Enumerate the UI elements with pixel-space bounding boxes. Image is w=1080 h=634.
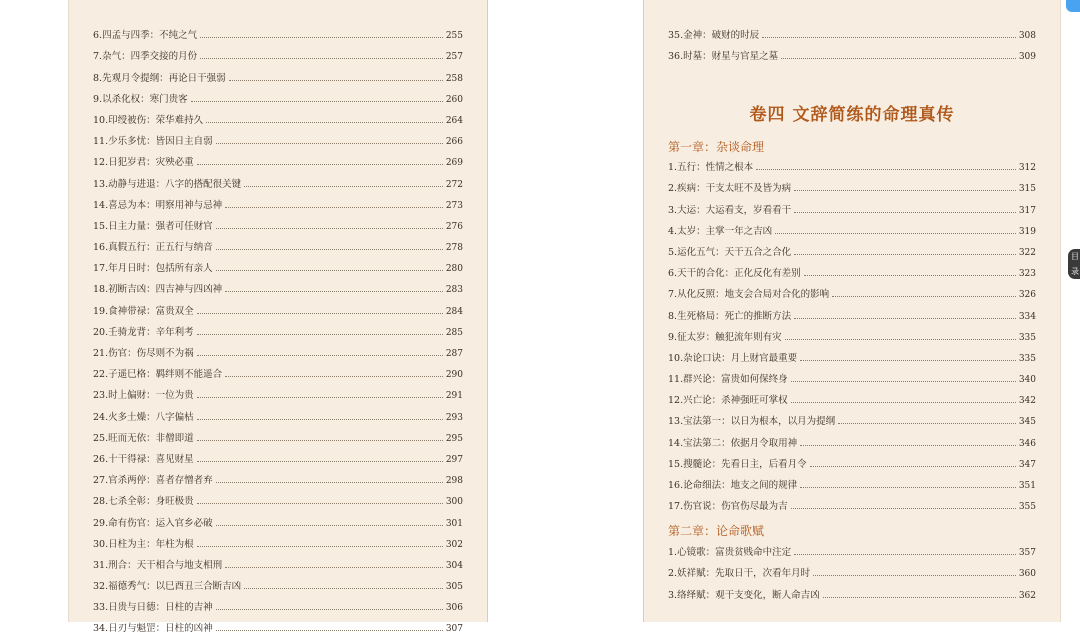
dot-leader bbox=[191, 101, 443, 102]
toc-entry-title: 7.杂气：四季交接的月份 bbox=[93, 51, 198, 63]
toc-entry-title: 9.以杀化权：寒门贵客 bbox=[93, 93, 188, 105]
toc-entry-page: 315 bbox=[1018, 184, 1036, 195]
toc-entry-title: 28.七杀全彰：身旺极贵 bbox=[93, 496, 194, 508]
toc-entry[interactable] bbox=[668, 385, 1036, 406]
toc-entry-title: 26.十干得禄：喜见财星 bbox=[93, 453, 194, 465]
toc-entry-page: 355 bbox=[1018, 502, 1036, 513]
dot-leader bbox=[794, 318, 1016, 319]
toc-entry-title: 13.宝法第一：以日为根本，以月为提纲 bbox=[668, 416, 836, 428]
dot-leader bbox=[804, 275, 1016, 276]
toc-entry-page: 290 bbox=[445, 370, 463, 381]
dot-leader bbox=[762, 37, 1016, 38]
toc-entry-page: 357 bbox=[1018, 548, 1036, 559]
toc-entry-page: 345 bbox=[1018, 417, 1036, 428]
toc-entry-title: 12.兴亡论：杀神强旺可掌权 bbox=[668, 395, 788, 407]
toc-entry-title: 8.先观月令提纲：再论日干强弱 bbox=[93, 72, 226, 84]
dot-leader bbox=[206, 122, 443, 123]
toc-entry-page: 308 bbox=[1018, 31, 1036, 42]
toc-entry[interactable] bbox=[668, 20, 1036, 41]
dot-leader bbox=[197, 546, 443, 547]
toc-entry-title: 4.太岁：主掌一年之吉凶 bbox=[668, 225, 773, 237]
toc-entry-page: 334 bbox=[1018, 311, 1036, 322]
toc-entry[interactable] bbox=[93, 423, 463, 444]
toc-entry-title: 35.金神：破财的时辰 bbox=[668, 30, 760, 42]
toc-entry[interactable] bbox=[93, 380, 463, 401]
toc-entry-page: 297 bbox=[445, 454, 463, 465]
toc-entry-title: 9.征太岁：触犯流年则有灾 bbox=[668, 331, 782, 343]
toc-entry[interactable] bbox=[93, 62, 463, 83]
toc-entry-title: 16.真假五行：正五行与纳音 bbox=[93, 242, 213, 254]
toc-entry-page: 293 bbox=[445, 412, 463, 423]
toc-entry-page: 326 bbox=[1018, 290, 1036, 301]
toc-entry-page: 257 bbox=[445, 52, 463, 63]
toc-entry-title: 10.印绶被伤：荣华难持久 bbox=[93, 114, 204, 126]
toc-entry-page: 323 bbox=[1018, 269, 1036, 280]
toc-entry-title: 3.络绎赋：观干支变化，断人命吉凶 bbox=[668, 589, 820, 601]
right-toc-top-list bbox=[668, 20, 1036, 62]
toc-entry[interactable] bbox=[668, 152, 1036, 173]
dot-leader bbox=[216, 630, 443, 631]
toc-entry-title: 15.日主力量：强者可任财官 bbox=[93, 220, 213, 232]
toc-entry-title: 11.少乐多忧：皆因日主自弱 bbox=[93, 136, 213, 148]
toc-entry[interactable] bbox=[668, 558, 1036, 579]
toc-entry-page: 319 bbox=[1018, 226, 1036, 237]
toc-entry[interactable] bbox=[93, 168, 463, 189]
toc-entry-page: 269 bbox=[445, 158, 463, 169]
toc-entry-page: 255 bbox=[445, 31, 463, 42]
toc-entry-page: 351 bbox=[1018, 481, 1036, 491]
toc-entry-page: 312 bbox=[1018, 163, 1036, 174]
dot-leader bbox=[216, 143, 443, 144]
dot-leader bbox=[197, 397, 443, 398]
toc-entry-title: 1.心镜歌：富贵贫贱命中注定 bbox=[668, 547, 792, 559]
left-toc-list bbox=[93, 20, 463, 634]
toc-entry-page: 287 bbox=[445, 349, 463, 359]
toc-entry[interactable] bbox=[668, 491, 1036, 512]
chapter1-title: 第一章：杂谈命理 bbox=[668, 140, 765, 154]
toc-entry[interactable] bbox=[93, 105, 463, 126]
toc-entry-title: 13.动静与进退：八字的搭配很关键 bbox=[93, 178, 242, 190]
dot-leader bbox=[197, 461, 443, 462]
dot-leader bbox=[800, 445, 1016, 446]
toc-entry[interactable] bbox=[668, 41, 1036, 62]
side-tab[interactable]: 目录 bbox=[1068, 249, 1080, 279]
toc-entry-title: 33.日贵与日德：日柱的吉神 bbox=[93, 602, 213, 614]
dot-leader bbox=[781, 58, 1016, 59]
toc-entry-page: 306 bbox=[445, 603, 463, 614]
toc-entry[interactable] bbox=[93, 274, 463, 295]
dot-leader bbox=[216, 482, 443, 483]
toc-entry-page: 264 bbox=[445, 115, 463, 126]
toc-entry[interactable] bbox=[93, 190, 463, 211]
dot-leader bbox=[197, 503, 443, 504]
toc-entry-title: 25.旺而无依：非僧即道 bbox=[93, 432, 194, 444]
toc-entry-title: 24.火多土燥：八字偏枯 bbox=[93, 411, 194, 423]
dot-leader bbox=[197, 355, 443, 356]
dot-leader bbox=[832, 296, 1016, 297]
toc-entry[interactable] bbox=[668, 322, 1036, 343]
toc-entry[interactable] bbox=[93, 338, 463, 359]
toc-entry[interactable] bbox=[93, 20, 463, 41]
dot-leader bbox=[756, 169, 1016, 170]
toc-entry[interactable] bbox=[93, 613, 463, 634]
toc-entry-title: 29.命有伤官：运入官乡必破 bbox=[93, 517, 213, 529]
dot-leader bbox=[216, 525, 443, 526]
toc-entry-title: 21.伤官：伤尽则不为祸 bbox=[93, 348, 194, 359]
toc-entry[interactable] bbox=[668, 237, 1036, 258]
toc-entry-title: 11.群兴论：富贵如何保终身 bbox=[668, 374, 788, 386]
toc-entry-page: 298 bbox=[445, 476, 463, 487]
toc-entry-page: 295 bbox=[445, 433, 463, 444]
dot-leader bbox=[838, 423, 1016, 424]
toc-entry[interactable] bbox=[93, 444, 463, 465]
dot-leader bbox=[197, 313, 443, 314]
toc-entry[interactable] bbox=[93, 232, 463, 253]
toc-entry[interactable] bbox=[93, 359, 463, 380]
toc-entry-title: 27.官杀两停：喜者存憎者弃 bbox=[93, 475, 213, 487]
toc-entry-page: 278 bbox=[445, 243, 463, 254]
toc-entry-title: 14.宝法第二：依据月令取用神 bbox=[668, 437, 798, 449]
right-page bbox=[643, 0, 1061, 622]
dot-leader bbox=[823, 597, 1016, 598]
toc-entry-title: 17.年月日时：包括所有亲人 bbox=[93, 263, 213, 275]
toc-entry-title: 18.初断吉凶：四吉神与四凶神 bbox=[93, 284, 223, 296]
toc-entry[interactable] bbox=[93, 401, 463, 422]
dot-leader bbox=[225, 207, 443, 208]
dot-leader bbox=[225, 376, 443, 377]
dot-leader bbox=[800, 360, 1016, 361]
dot-leader bbox=[197, 334, 443, 335]
toc-entry-page: 317 bbox=[1018, 205, 1036, 216]
toc-entry[interactable] bbox=[668, 173, 1036, 194]
toc-entry[interactable] bbox=[93, 507, 463, 528]
dot-leader bbox=[791, 381, 1016, 382]
toc-entry-title: 19.食神带禄：富贵双全 bbox=[93, 305, 194, 317]
toc-entry-page: 301 bbox=[445, 518, 463, 529]
toc-entry[interactable] bbox=[93, 317, 463, 338]
left-page bbox=[68, 0, 488, 634]
toc-entry-page: 340 bbox=[1018, 375, 1036, 386]
toc-entry-page: 284 bbox=[445, 306, 463, 317]
dot-leader bbox=[225, 567, 443, 568]
dot-leader bbox=[197, 440, 443, 441]
dot-leader bbox=[794, 212, 1016, 213]
chapter2-toc-list bbox=[668, 537, 1036, 601]
toc-entry[interactable] bbox=[93, 126, 463, 147]
toc-entry[interactable] bbox=[668, 427, 1036, 448]
dot-leader bbox=[216, 228, 443, 229]
toc-entry-title: 2.疾病：干支太旺不及皆为病 bbox=[668, 183, 792, 195]
toc-entry[interactable] bbox=[668, 194, 1036, 215]
toc-entry-title: 3.大运：大运看支，岁看看干 bbox=[668, 204, 792, 216]
chapter1-toc-list bbox=[668, 152, 1036, 512]
toc-entry-page: 342 bbox=[1018, 396, 1036, 407]
toc-entry-page: 272 bbox=[445, 179, 463, 190]
toc-entry-title: 32.福德秀气：以巳酉丑三合断吉凶 bbox=[93, 581, 242, 593]
toc-entry-page: 285 bbox=[445, 327, 463, 338]
toc-entry-title: 1.五行：性情之根本 bbox=[668, 162, 754, 174]
toc-entry-page: 266 bbox=[445, 137, 463, 148]
toc-entry-page: 300 bbox=[445, 497, 463, 508]
dot-leader bbox=[225, 291, 443, 292]
toc-entry-title: 7.从化反照：地支会合局对合化的影响 bbox=[668, 289, 830, 301]
dot-leader bbox=[244, 588, 443, 589]
toc-entry-title: 6.天干的合化：正化反化有差别 bbox=[668, 268, 801, 280]
toc-entry[interactable] bbox=[93, 84, 463, 105]
dot-leader bbox=[794, 554, 1016, 555]
dot-leader bbox=[791, 508, 1016, 509]
dot-leader bbox=[794, 190, 1016, 191]
toc-entry-page: 305 bbox=[445, 582, 463, 593]
dot-leader bbox=[800, 487, 1016, 488]
corner-button[interactable] bbox=[1066, 0, 1080, 12]
toc-entry-page: 273 bbox=[445, 200, 463, 211]
dot-leader bbox=[197, 164, 443, 165]
dot-leader bbox=[810, 466, 1016, 467]
dot-leader bbox=[813, 575, 1016, 576]
toc-entry-title: 14.喜忌为本：明察用神与忌神 bbox=[93, 199, 223, 211]
toc-entry-page: 280 bbox=[445, 264, 463, 275]
toc-entry-title: 12.日犯岁君：灾殃必重 bbox=[93, 157, 194, 169]
toc-entry[interactable] bbox=[93, 147, 463, 168]
toc-entry[interactable] bbox=[668, 258, 1036, 279]
toc-entry-page: 283 bbox=[445, 285, 463, 296]
dot-leader bbox=[794, 254, 1016, 255]
toc-entry-title: 16.论命细法：地支之间的规律 bbox=[668, 480, 798, 491]
toc-entry-title: 20.壬骑龙背：辛年利考 bbox=[93, 326, 194, 338]
toc-entry[interactable] bbox=[668, 449, 1036, 470]
toc-entry-page: 346 bbox=[1018, 438, 1036, 449]
toc-entry-page: 335 bbox=[1018, 353, 1036, 364]
toc-entry-page: 276 bbox=[445, 221, 463, 232]
toc-entry[interactable] bbox=[93, 295, 463, 316]
toc-entry[interactable] bbox=[668, 216, 1036, 237]
toc-entry[interactable] bbox=[668, 470, 1036, 491]
dot-leader bbox=[775, 233, 1016, 234]
toc-entry[interactable] bbox=[93, 465, 463, 486]
toc-entry[interactable] bbox=[93, 571, 463, 592]
toc-entry-page: 302 bbox=[445, 539, 463, 550]
dot-leader bbox=[216, 609, 443, 610]
toc-entry[interactable] bbox=[668, 279, 1036, 300]
toc-entry-page: 335 bbox=[1018, 332, 1036, 343]
toc-entry-title: 23.时上偏财：一位为贵 bbox=[93, 390, 194, 402]
dot-leader bbox=[200, 37, 443, 38]
toc-entry-title: 34.日刃与魁罡：日柱的凶神 bbox=[93, 623, 213, 634]
toc-entry[interactable] bbox=[668, 406, 1036, 427]
dot-leader bbox=[200, 58, 443, 59]
chapter2-title: 第二章：论命歌赋 bbox=[668, 524, 765, 538]
toc-entry-title: 22.子遥巳格：羁绊则不能遥合 bbox=[93, 369, 223, 381]
toc-entry-page: 258 bbox=[445, 73, 463, 84]
dot-leader bbox=[791, 402, 1016, 403]
toc-entry[interactable] bbox=[668, 537, 1036, 558]
toc-entry-page: 360 bbox=[1018, 569, 1036, 580]
toc-entry-title: 8.生死格局：死亡的推断方法 bbox=[668, 310, 792, 322]
toc-entry[interactable] bbox=[93, 550, 463, 571]
toc-entry-title: 15.搜髓论：先看日主，后看月令 bbox=[668, 458, 807, 470]
toc-entry-page: 304 bbox=[445, 560, 463, 571]
dot-leader bbox=[197, 419, 443, 420]
toc-entry-title: 10.杂论口诀：月上财官最重要 bbox=[668, 352, 798, 364]
toc-entry[interactable] bbox=[668, 300, 1036, 321]
toc-entry[interactable] bbox=[93, 253, 463, 274]
toc-entry-page: 362 bbox=[1018, 590, 1036, 601]
toc-entry-title: 5.运化五气：天干五合之合化 bbox=[668, 246, 792, 258]
toc-entry[interactable] bbox=[668, 579, 1036, 600]
toc-entry[interactable] bbox=[668, 364, 1036, 385]
toc-entry-title: 6.四孟与四季：不纯之气 bbox=[93, 30, 198, 42]
toc-entry-title: 2.妖祥赋：先取日干，次看年月时 bbox=[668, 568, 811, 580]
toc-entry-title: 30.日柱为主：年柱为根 bbox=[93, 538, 194, 550]
toc-entry-page: 260 bbox=[445, 94, 463, 105]
dot-leader bbox=[229, 80, 443, 81]
dot-leader bbox=[216, 249, 443, 250]
toc-entry[interactable] bbox=[93, 41, 463, 62]
toc-entry-title: 17.伤官说：伤官伤尽最为吉 bbox=[668, 501, 788, 513]
toc-entry[interactable] bbox=[93, 529, 463, 550]
toc-entry-page: 307 bbox=[445, 624, 463, 634]
toc-entry-title: 36.时墓：财星与官星之墓 bbox=[668, 51, 779, 63]
dot-leader bbox=[244, 186, 443, 187]
toc-entry[interactable] bbox=[93, 486, 463, 507]
volume-title: 卷四 文辞简练的命理真传 bbox=[749, 105, 955, 125]
toc-entry-page: 309 bbox=[1018, 52, 1036, 63]
toc-entry-page: 347 bbox=[1018, 459, 1036, 470]
dot-leader bbox=[216, 270, 443, 271]
toc-entry-page: 291 bbox=[445, 391, 463, 402]
dot-leader bbox=[785, 339, 1016, 340]
toc-entry[interactable] bbox=[93, 211, 463, 232]
toc-entry[interactable] bbox=[668, 343, 1036, 364]
toc-entry[interactable] bbox=[93, 592, 463, 613]
toc-entry-page: 322 bbox=[1018, 247, 1036, 258]
toc-entry-title: 31.刑合：天干相合与地支相刑 bbox=[93, 559, 223, 571]
